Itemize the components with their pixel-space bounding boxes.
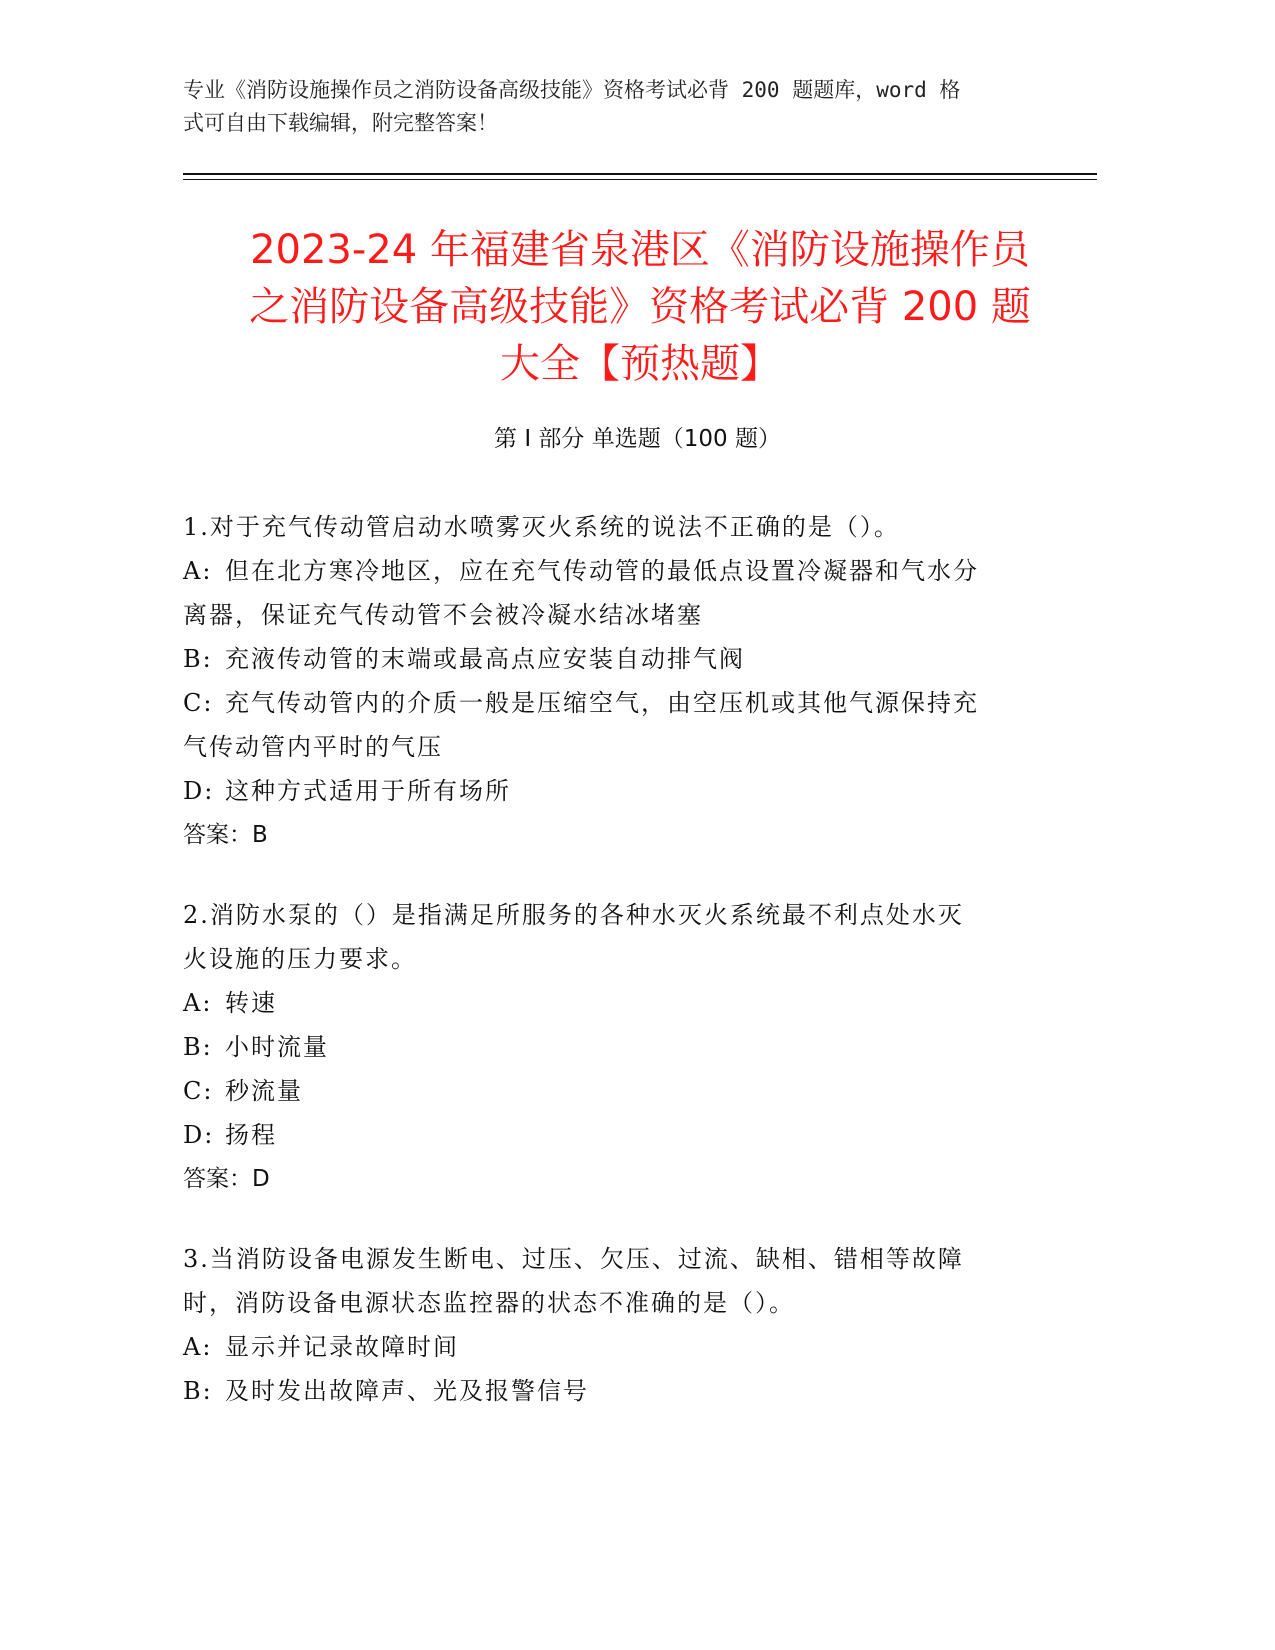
question-stem-line: 时，消防设备电源状态监控器的状态不准确的是（）。	[183, 1289, 795, 1317]
option-text: 离器，保证充气传动管不会被冷凝水结冰堵塞	[183, 601, 703, 629]
option-text: 气传动管内平时的气压	[183, 733, 443, 761]
option-line	[183, 1325, 1063, 1369]
document-title	[170, 222, 1110, 393]
option-key: A:	[183, 557, 213, 585]
question-stem-line: 2.消防水泵的（）是指满足所服务的各种水灭火系统最不利点处水灭	[183, 901, 964, 929]
question-item	[183, 505, 1063, 857]
option-text: 及时发出故障声、光及报警信号	[225, 1377, 589, 1405]
title-line-3: 大全【预热题】	[500, 341, 780, 387]
header-divider-thin	[183, 179, 1097, 180]
option-text: 充液传动管的末端或最高点应安装自动排气阀	[225, 645, 745, 673]
answer-line: 答案：B	[183, 822, 268, 848]
question-stem-line: 3.当消防设备电源发生断电、过压、欠压、过流、缺相、错相等故障	[183, 1245, 964, 1273]
option-text: 但在北方寒冷地区，应在充气传动管的最低点设置冷凝器和气水分	[225, 557, 979, 585]
option-key: B:	[183, 1377, 213, 1405]
option-key: C:	[183, 1077, 214, 1105]
question-item	[183, 893, 1063, 1201]
option-text: 转速	[225, 989, 277, 1017]
option-text: 显示并记录故障时间	[225, 1333, 459, 1361]
header-note	[183, 74, 1063, 140]
option-text: 扬程	[225, 1121, 277, 1149]
option-line	[183, 549, 1063, 593]
option-text: 充气传动管内的介质一般是压缩空气，由空压机或其他气源保持充	[225, 689, 979, 717]
option-key: B:	[183, 1033, 213, 1061]
option-text: 秒流量	[225, 1077, 303, 1105]
option-key: A:	[183, 1333, 213, 1361]
option-line	[183, 593, 1063, 637]
option-line	[183, 681, 1063, 725]
option-key: D:	[183, 777, 215, 805]
question-stem-line: 1.对于充气传动管启动水喷雾灭火系统的说法不正确的是（）。	[183, 513, 900, 541]
option-text: 这种方式适用于所有场所	[225, 777, 511, 805]
question-list	[183, 505, 1063, 1449]
header-note-line-2: 式可自由下载编辑，附完整答案！	[183, 111, 498, 135]
option-line	[183, 1069, 1063, 1113]
title-line-2: 之消防设备高级技能》资格考试必背 200 题	[249, 284, 1031, 330]
title-line-1: 2023-24 年福建省泉港区《消防设施操作员	[250, 227, 1030, 273]
option-text: 小时流量	[225, 1033, 329, 1061]
answer-line: 答案：D	[183, 1166, 270, 1192]
section-heading: 第 I 部分 单选题（100 题）	[494, 426, 781, 452]
option-key: C:	[183, 689, 214, 717]
question-stem-line: 火设施的压力要求。	[183, 945, 417, 973]
option-key: D:	[183, 1121, 215, 1149]
option-line	[183, 981, 1063, 1025]
option-key: A:	[183, 989, 213, 1017]
option-key: B:	[183, 645, 213, 673]
option-line	[183, 1025, 1063, 1069]
option-line	[183, 1113, 1063, 1157]
header-divider-thick	[183, 173, 1097, 175]
option-line	[183, 769, 1063, 813]
option-line	[183, 637, 1063, 681]
option-line	[183, 1369, 1063, 1413]
question-item	[183, 1237, 1063, 1413]
option-line	[183, 725, 1063, 769]
header-note-line-1: 专业《消防设施操作员之消防设备高级技能》资格考试必背 200 题题库，word 格	[183, 78, 961, 102]
